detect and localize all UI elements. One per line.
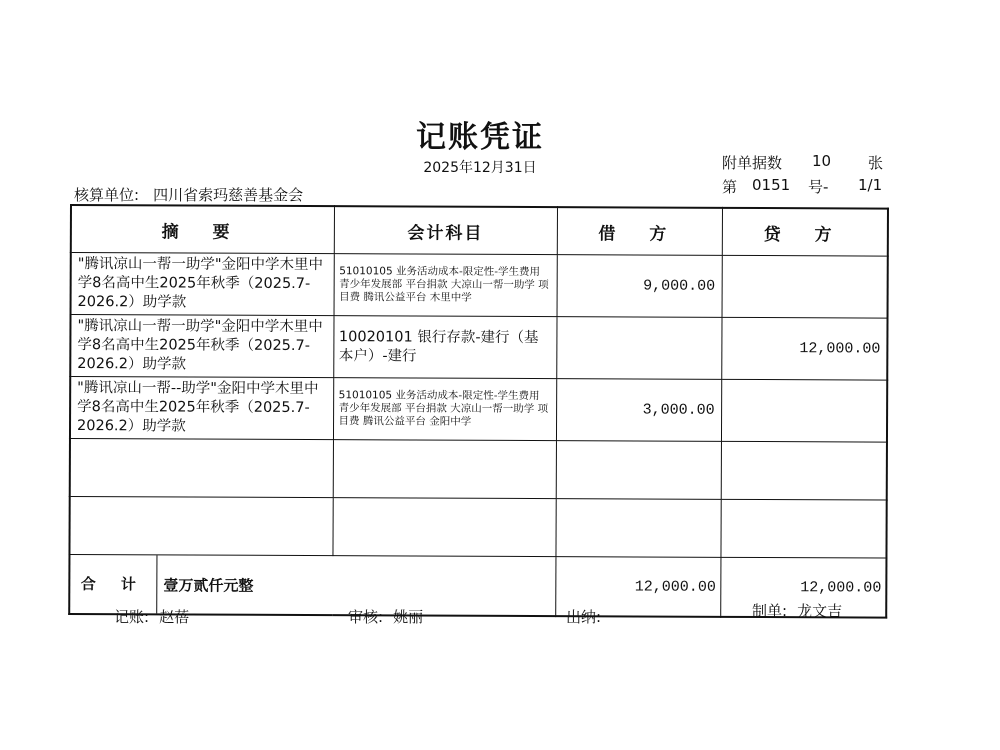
header-account: 会计科目 xyxy=(334,206,557,254)
total-label: 合 计 xyxy=(70,555,157,613)
reviewer-label: 审核: xyxy=(348,608,384,626)
header-summary: 摘 要 xyxy=(71,205,334,254)
attachments-count: 10 xyxy=(812,152,832,170)
preparer-label: 制单: xyxy=(752,602,788,620)
empty-cell xyxy=(721,441,887,500)
empty-cell xyxy=(333,440,556,499)
preparer-name: 龙文吉 xyxy=(797,602,843,620)
row-credit xyxy=(722,255,888,318)
header-debit: 借 方 xyxy=(557,207,722,255)
preparer-signature xyxy=(752,600,842,621)
row-summary: "腾讯凉山一帮一助学"金阳中学木里中学8名高中生2025年秋季（2025.7-2026.2）助学款 xyxy=(70,315,333,378)
row-credit: 12,000.00 xyxy=(721,317,887,380)
table-row xyxy=(70,377,887,443)
empty-cell xyxy=(70,439,333,498)
voucher-page: 1/1 xyxy=(858,176,883,194)
empty-cell xyxy=(332,498,555,557)
table-row-empty xyxy=(69,497,886,559)
attachments-unit: 张 xyxy=(868,154,884,172)
voucher-table xyxy=(68,204,889,619)
empty-cell xyxy=(556,441,721,500)
unit-name: 四川省索玛慈善基金会 xyxy=(153,186,304,204)
row-summary: "腾讯凉山一帮一助学"金阳中学木里中学8名高中生2025年秋季（2025.7-2026.2）助学款 xyxy=(71,253,334,316)
voucher-date: 2025年12月31日 xyxy=(423,160,537,176)
header-credit: 贷 方 xyxy=(722,208,888,256)
reviewer-signature xyxy=(348,606,423,627)
bookkeeper-label: 记账: xyxy=(114,608,150,626)
row-account: 51010105 业务活动成本-限定性-学生费用 青少年发展部 平台捐款 大凉山一帮一助学 项目费 腾讯公益平台 金阳中学 xyxy=(333,378,556,441)
unit-label: 核算单位: xyxy=(74,186,140,204)
bookkeeper-signature xyxy=(114,606,189,627)
attachments-label: 附单据数 xyxy=(722,154,783,172)
voucher-suffix: 号- xyxy=(808,178,829,196)
row-summary: "腾讯凉山一帮--助学"金阳中学木里中学8名高中生2025年秋季（2025.7-2026.2）助学款 xyxy=(70,377,333,440)
voucher-number: 0151 xyxy=(752,176,791,194)
total-debit: 12,000.00 xyxy=(555,557,720,617)
empty-cell xyxy=(720,499,886,558)
row-debit: 9,000.00 xyxy=(557,255,722,318)
row-debit: 3,000.00 xyxy=(556,379,721,442)
table-row xyxy=(70,315,887,381)
row-debit xyxy=(556,317,721,380)
total-credit: 12,000.00 xyxy=(720,557,886,617)
voucher-title: 记账凭证 xyxy=(416,120,544,155)
table-row xyxy=(71,253,888,319)
total-amount-in-words: 壹万贰仟元整 xyxy=(163,575,254,595)
reviewer-name: 姚丽 xyxy=(393,608,424,626)
table-header-row xyxy=(71,205,888,256)
cashier-signature xyxy=(566,606,611,627)
accounting-unit xyxy=(74,184,303,205)
voucher-prefix: 第 xyxy=(722,178,738,196)
row-account: 10020101 银行存款-建行（基本户）-建行 xyxy=(333,316,556,379)
cashier-label: 出纳: xyxy=(566,608,602,626)
empty-cell xyxy=(69,497,332,556)
bookkeeper-name: 赵蓓 xyxy=(159,608,190,626)
table-row-empty xyxy=(70,439,887,501)
row-account: 51010105 业务活动成本-限定性-学生费用 青少年发展部 平台捐款 大凉山一帮一助学 项目费 腾讯公益平台 木里中学 xyxy=(334,254,557,317)
empty-cell xyxy=(555,499,720,558)
row-credit xyxy=(721,379,887,442)
